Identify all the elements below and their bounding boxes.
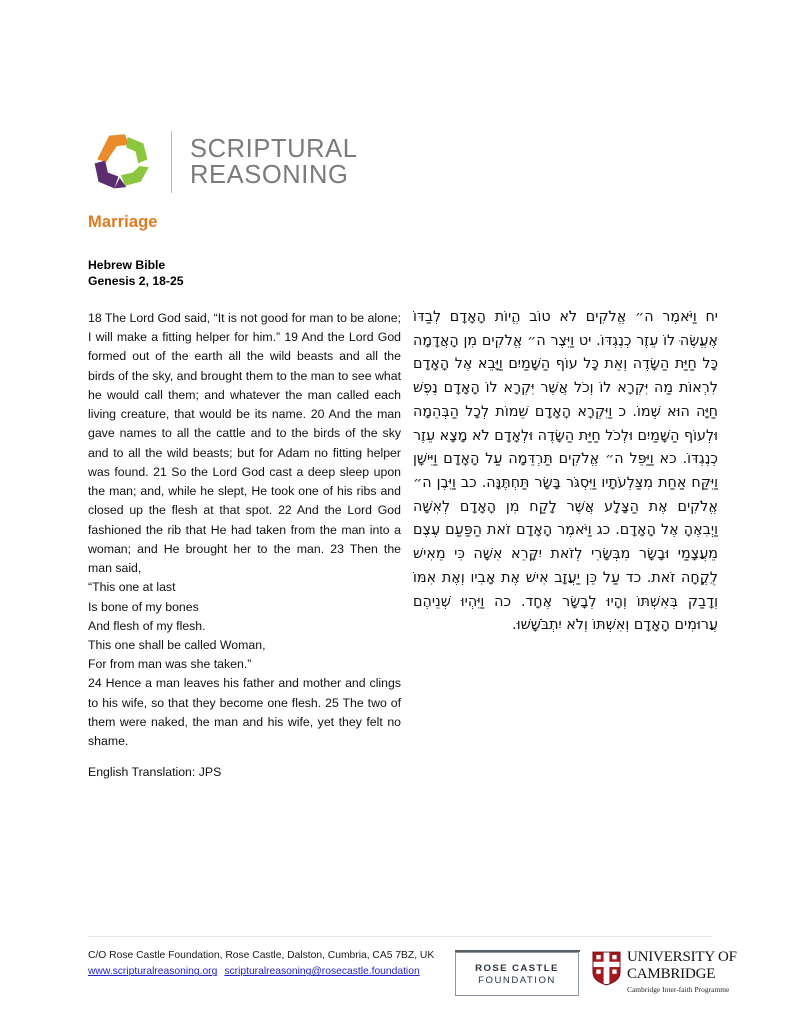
rcf-line-1: ROSE CASTLE — [475, 962, 559, 974]
cambridge-shield-crest-icon — [592, 951, 621, 986]
website-link[interactable]: www.scripturalreasoning.org — [88, 966, 218, 978]
english-text-column — [88, 309, 401, 751]
cambridge-line-1: UNIVERSITY OF — [627, 949, 737, 965]
scriptural-reasoning-pinwheel-logo — [88, 129, 154, 195]
english-paragraph-2: 24 Hence a man leaves his father and mother and clings to his wife, so that they become one flesh. 25 The two of them were naked, the man and his wife, yet they felt no shame. — [88, 676, 401, 749]
verse-line: This one shall be called Woman, — [88, 637, 266, 652]
rcf-line-2: FOUNDATION — [478, 974, 556, 986]
footer-divider — [88, 936, 712, 937]
footer-address-line: C/O Rose Castle Foundation, Rose Castle, Dalston, Cumbria, CA5 7BZ, UK — [88, 950, 435, 961]
brand-header — [88, 124, 358, 200]
verse-line: And flesh of my flesh. — [88, 618, 206, 633]
brand-wordmark — [190, 136, 358, 189]
cambridge-line-2: CAMBRIDGE — [627, 966, 716, 982]
rose-castle-foundation-logo — [455, 952, 579, 996]
logo-divider — [171, 131, 172, 193]
verse-line: “This one at last — [88, 580, 176, 595]
footer-links — [88, 964, 434, 979]
source-tradition: Hebrew Bible — [88, 258, 166, 272]
cambridge-subtitle: Cambridge Inter-faith Programme — [627, 985, 730, 994]
wordmark-line-1: SCRIPTURAL — [190, 134, 358, 163]
english-paragraph-1: 18 The Lord God said, “It is not good for man to be alone; I will make a fitting helper for him.” 19 And the Lord God formed out of the earth all the wild beasts and all the birds of the sky, and brought them to the man to see what he would call them; and whatever the man called each living creature, that would be its name. 20 And the man gave names to all the cattle and to the birds of the sky and to all the wild beasts; but for Adam no fitting helper was found. 21 So the Lord God cast a deep sleep upon the man; and, while he slept, He took one of his ribs and closed up the flesh at that spot. 22 And the Lord God fashioned the rib that He had taken from the man into a woman; and He brought her to the man. 23 Then the man said, — [88, 311, 401, 576]
cambridge-logo — [592, 950, 737, 994]
english-verse-lines — [88, 578, 401, 674]
hebrew-text-column: יח וַיֹּאמֶר ה״ אֱלֹקִים לֹא טוֹב הֱיוֹת הָאָדָם לְבַדּוֹ אֶעֱשֶׂה ּלוֹ עֵזֶר כְנֶגְדּוֹ. יט וַיִּצֶר ה״ אֱלֹקִים מִן הָאֲדָמָה כָּל חַיַּת הַשָּׂדֶה וְאֵת כָּל עוֹף הַשָּׁמַיִם וַיָּבֵא אֶל הָאָדָם לִרְאוֹת מַה יִּקְרָא לוֹ וְכֹל אֲשֶׁר יִּקְרָא לוֹ הָאָדָם נֶפֶשׁ חַיָּה הוּא שְׁמוֹ. כ וַיִּקְרָא הָאָדָם שֵׁמוֹת לְכָל הַבְּהֵמָה וּלְעוֹף הַשָּׁמַיִם וּלְכֹל חַיַּת הַשָּׂדֶה וּלְאָדָם לֹא מָצָא עֵזֶר כְנֶגְדּוֹ. כא וַיַּפֵּל ה״ אֱלֹקִים תַּרְדֵּמָה עַל הָאָדָם וַיִּישָׁן וַיִּקַּח אַחַת מִצַּלְעֹתָיו וַיִּסְגֹּר בָּשָׂר תַּחְתֶּנָּה. כב וַיִּבֶן ה״ אֱלֹקִים אֶת הַצָּלָע אֲשֶׁר לָקַח מִן הָאָדָם לְאִשָּׁה וַיְבִאֶהָ אֶל הָאָדָם. כג וַיֹּאמֶר הָאָדָם זֹאת הַפַּעַם עֶצֶם מֵעֲצָמַי וּבָשָׂר מִבְּשָׂרִי לְזֹאת יִקָּרֵא אִשָּׁה כִּי מֵאִישׁ לֻקֳחָה זֹאת. כד עַל כֵּן יַעֲזָב אִישׁ אֶת אָבִיו וְאֶת אִמּוֹ וְדָבַק בְּאִשְׁתּוֹ וְהָיוּ לְבָשָׂר אֶחָד. כה וַיִּהְיוּ שְׁנֵיהֶם עֲרוּמִים הָאָדָם וְאִשְׁתּוֹ וְלֹא יִתְבֹּשָׁשׁוּ. — [413, 309, 718, 634]
footer-contact-block — [88, 948, 434, 980]
source-citation: Genesis 2, 18-25 — [88, 274, 184, 289]
cambridge-wordmark — [627, 950, 737, 994]
email-link[interactable]: scripturalreasoning@rosecastle.foundation — [224, 966, 420, 978]
source-reference-block — [88, 257, 184, 290]
verse-line: For from man was she taken.” — [88, 657, 252, 672]
translation-credit: English Translation: JPS — [88, 765, 222, 779]
page-title: Marriage — [88, 213, 158, 231]
verse-line: Is bone of my bones — [88, 599, 199, 614]
wordmark-line-2: REASONING — [190, 161, 349, 189]
